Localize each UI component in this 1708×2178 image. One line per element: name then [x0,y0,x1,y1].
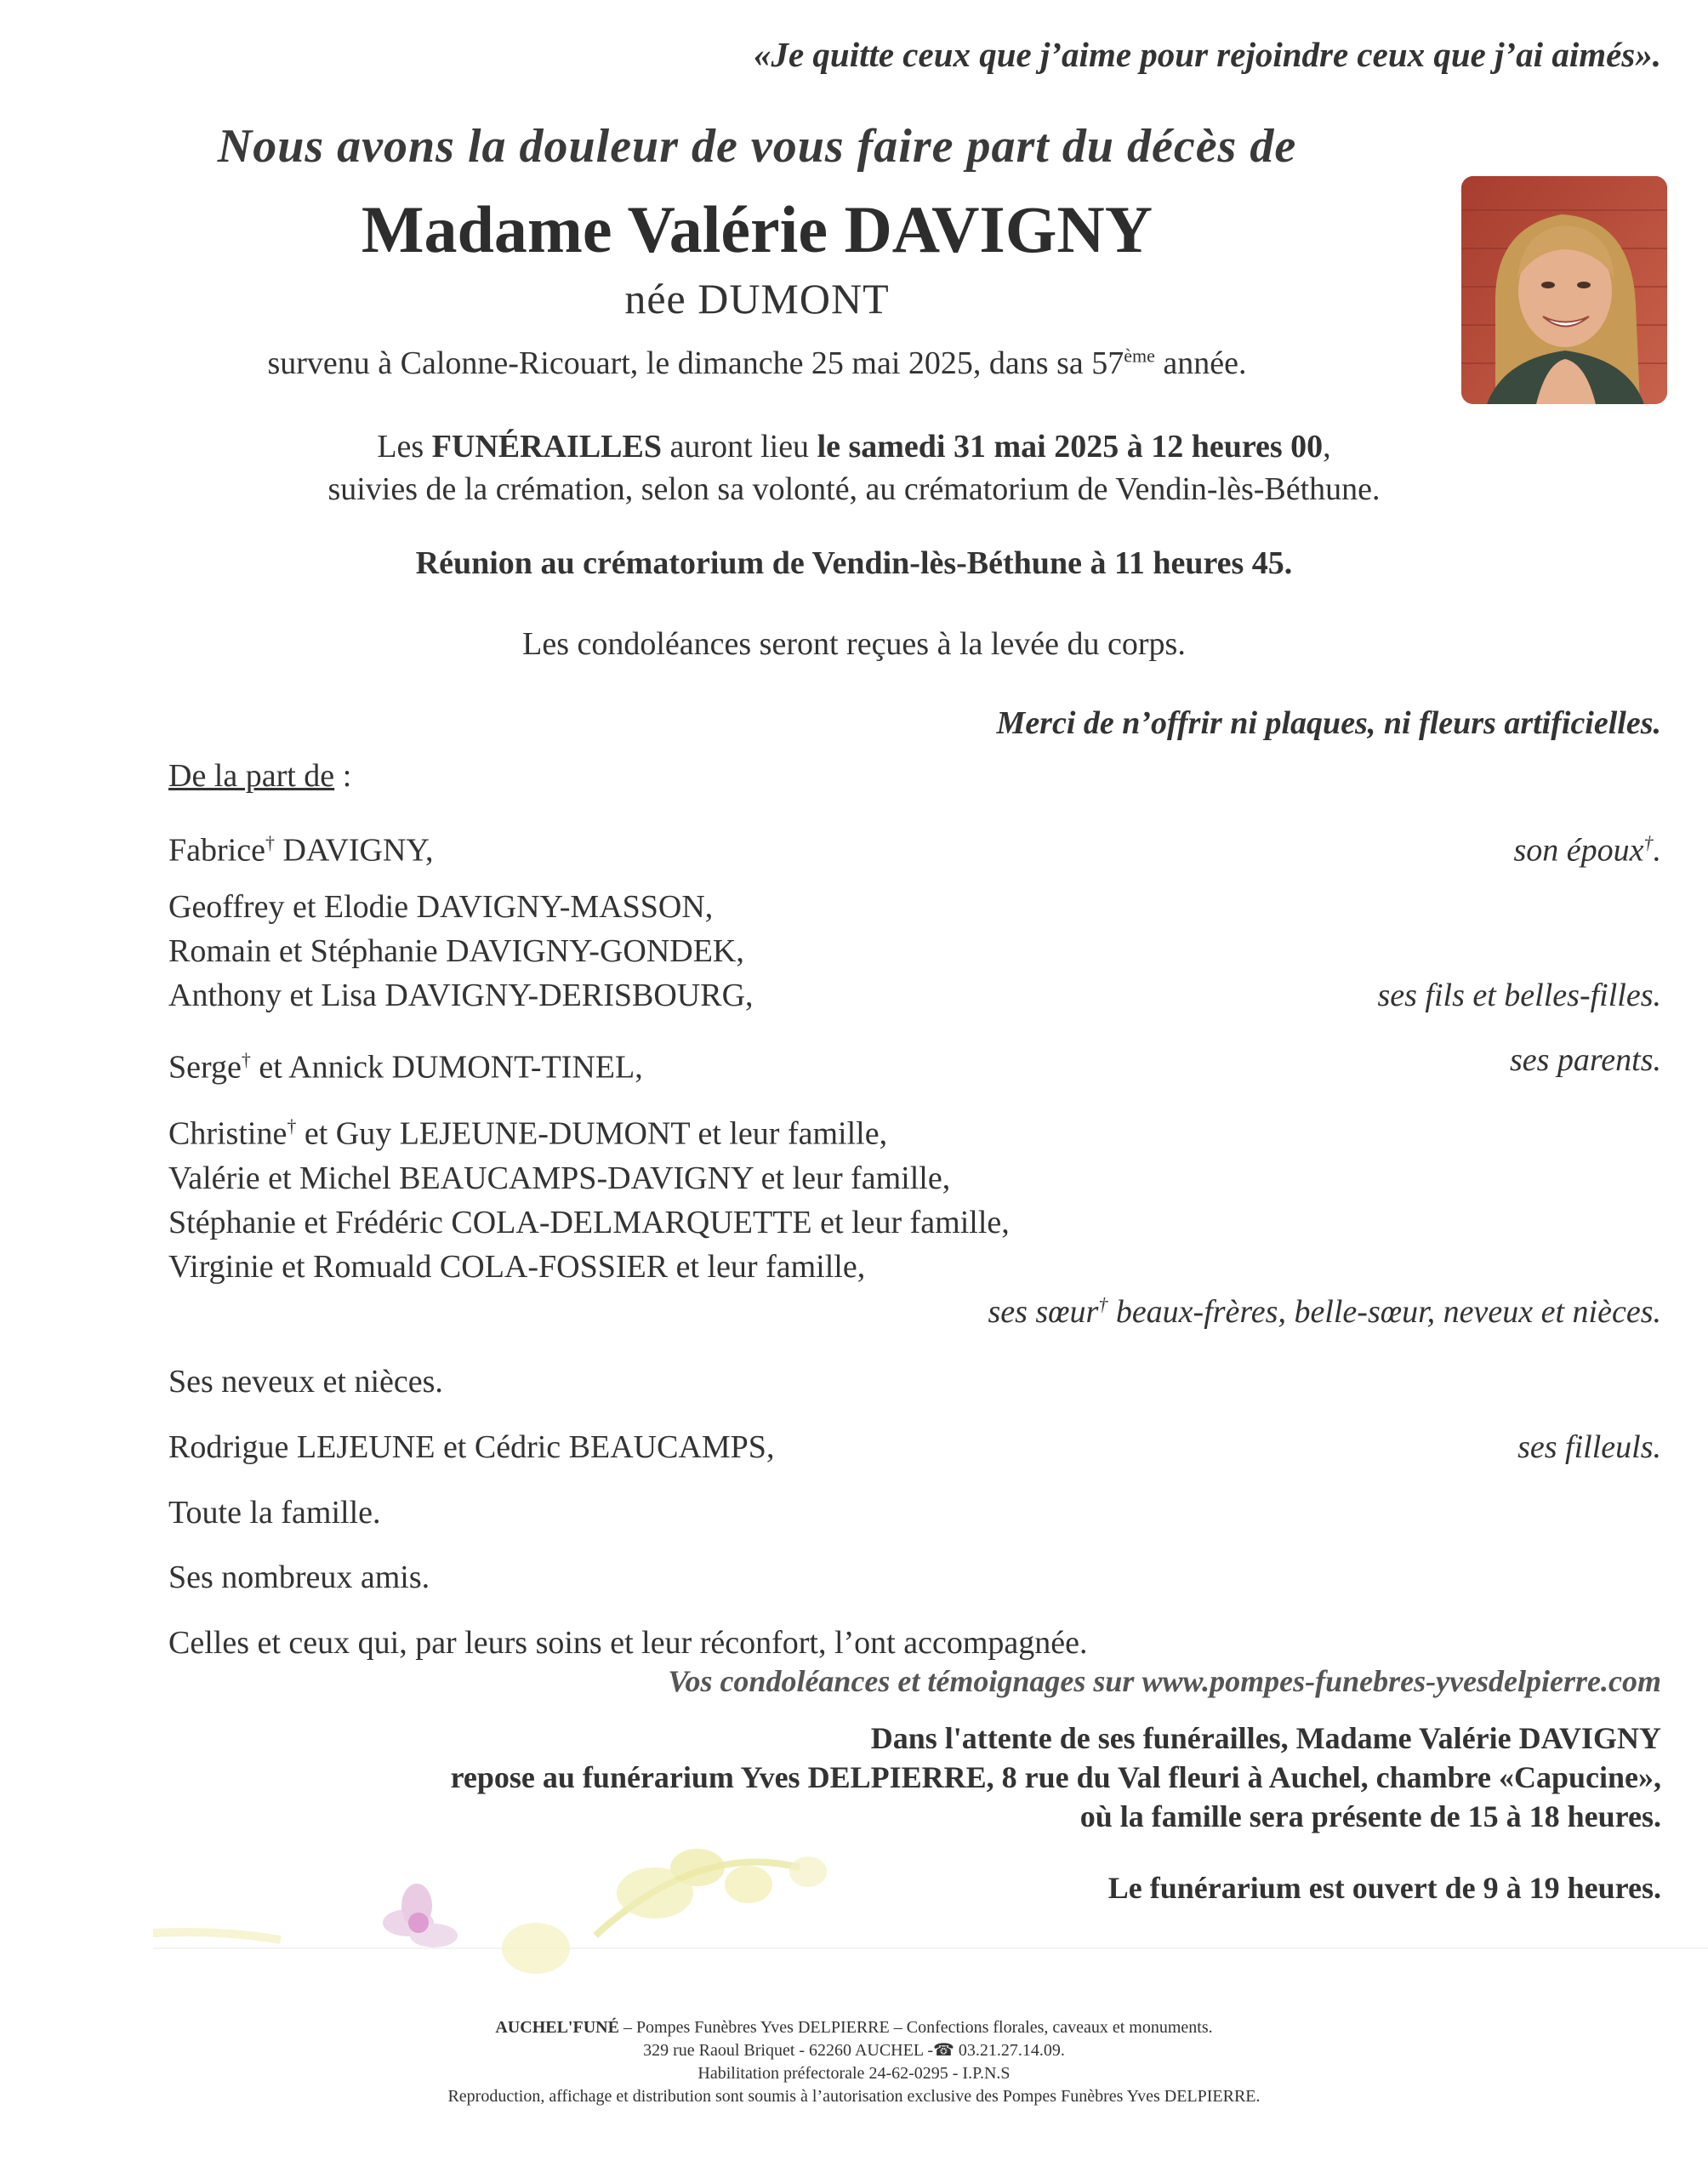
footer-license: Habilitation préfectorale 24-62-0295 - I.P.N.S [697,2064,1011,2083]
condolences-website: Vos condoléances et témoignages sur www.pompes-funebres-yvesdelpierre.com [668,1664,1661,1698]
epigraph-quote: «Je quitte ceux que j’aime pour rejoindre ceux que j’ai aimés». [753,35,1661,74]
deceased-name: Madame Valérie DAVIGNY [361,192,1153,266]
reunion-notice: Réunion au crématorium de Vendin-lès-Béthune à 11 heures 45. [415,545,1293,581]
orchid-flower-pink [383,1884,458,1947]
sibling-rest: et Guy LEJEUNE-DUMONT et leur famille, [296,1115,888,1152]
condolences-note: Les condoléances seront reçues à la levée du corps. [522,626,1186,662]
footer-line-1 [0,2016,1708,2039]
family-godchildren [168,1425,1661,1469]
repose-line: Dans l'attente de ses funérailles, Madame Valérie DAVIGNY [870,1721,1661,1755]
footer-services: – Pompes Funèbres Yves DELPIERRE – Confections florales, caveaux et monuments. [618,2018,1213,2037]
funeral-middle: auront lieu [662,429,817,465]
repose-line: où la famille sera présente de 15 à 18 heures. [1079,1799,1661,1833]
flower-request: Merci de n’offrir ni plaques, ni fleurs artificielles. [996,705,1661,741]
relation-text: ses sœur [988,1294,1099,1330]
repose-line: repose au funérarium Yves DELPIERRE, 8 rue du Val fleuri à Auchel, chambre «Capucine», [450,1760,1661,1794]
funeral-prefix: Les [377,429,432,465]
spouse-surname: DAVIGNY, [274,832,434,869]
footer-address: 329 rue Raoul Briquet - 62260 AUCHEL -☎ 03.21.27.14.09. [643,2041,1065,2060]
family-all: Toute la famille. [168,1495,381,1531]
family-parents [168,1038,1661,1090]
from-label-colon: : [334,758,352,794]
godchildren-relation: ses filleuls. [1517,1429,1661,1465]
siblings-relation [988,1293,1661,1331]
portrait-photo [1461,176,1667,404]
relation-end: . [1653,832,1661,869]
sibling-first-name: Christine [168,1115,288,1152]
sibling-line: Virginie et Romuald COLA-FOSSIER et leur famille, [168,1248,866,1285]
opening-hours: Le funérarium est ouvert de 9 à 19 heures. [1107,1871,1661,1905]
orchid-stem [153,1932,281,1940]
funeral-date-time: le samedi 31 mai 2025 à 12 heures 00 [817,429,1324,465]
portrait-illustration [1461,176,1667,404]
relation-text: son époux [1513,832,1644,869]
repose-notice [451,1719,1661,1836]
sibling-line: Valérie et Michel BEAUCAMPS-DAVIGNY et leur famille, [168,1160,951,1196]
father-name: Serge [168,1049,242,1086]
from-label-text: De la part de [168,758,335,794]
funeral-keyword: FUNÉRAILLES [431,429,662,465]
funeral-suffix: , [1323,429,1331,465]
sibling-line [168,1104,1661,1156]
son-line: Anthony et Lisa DAVIGNY-DERISBOURG, [168,978,754,1013]
relation-rest: beaux-frères, belle-sœur, neveux et nièces. [1107,1294,1661,1330]
son-line: Romain et Stéphanie DAVIGNY-GONDEK, [168,933,744,969]
ordinal-superscript: ème [1124,345,1155,367]
funeral-line-1 [0,425,1708,468]
family-friends: Ses nombreux amis. [168,1559,430,1595]
from-label [168,757,351,795]
spouse-relation [1513,821,1661,873]
dagger-mark: † [241,1049,251,1070]
sons-relation: ses fils et belles-filles. [1377,978,1661,1013]
death-notice-text: survenu à Calonne-Ricouart, le dimanche 25 mai 2025, dans sa 57 [267,345,1124,381]
parents-relation: ses parents. [1509,1042,1661,1078]
announcement-heading: Nous avons la douleur de vous faire part du décès de [217,120,1297,173]
godchildren-names: Rodrigue LEJEUNE et Cédric BEAUCAMPS, [168,1429,775,1465]
dagger-mark: † [287,1115,297,1137]
funeral-line-2: suivies de la crémation, selon sa volonté, au crématorium de Vendin-lès-Béthune. [327,471,1381,507]
sibling-line: Stéphanie et Frédéric COLA-DELMARQUETTE et leur famille, [168,1204,1010,1240]
family-nephews: Ses neveux et nièces. [168,1364,443,1400]
footer [0,2016,1708,2108]
dagger-mark: † [265,832,275,853]
spouse-first-name: Fabrice [168,832,265,869]
family-carers: Celles et ceux qui, par leurs soins et leur réconfort, l’ont accompagnée. [168,1625,1088,1661]
death-notice-end: année. [1154,345,1247,381]
dagger-mark: † [1098,1293,1108,1315]
family-sons [168,885,1661,1018]
funeral-details [0,425,1708,510]
orchid-illustration [153,1821,1708,1991]
death-notice [0,345,1514,382]
son-line: Geoffrey et Elodie DAVIGNY-MASSON, [168,889,714,925]
family-spouse [168,821,1661,873]
orchid-decoration [153,1821,1708,1991]
dagger-mark: † [1643,832,1654,853]
maiden-name: née DUMONT [624,275,890,322]
orchid-flower-yellow [502,1849,827,1974]
footer-copyright: Reproduction, affichage et distribution sont soumis à l’autorisation exclusive des Pompes Funèbres Yves DELPIERRE. [447,2087,1261,2106]
footer-brand: AUCHEL'FUNÉ [495,2018,619,2037]
parents-rest: et Annick DUMONT-TINEL, [250,1049,643,1086]
family-siblings [168,1104,1661,1289]
